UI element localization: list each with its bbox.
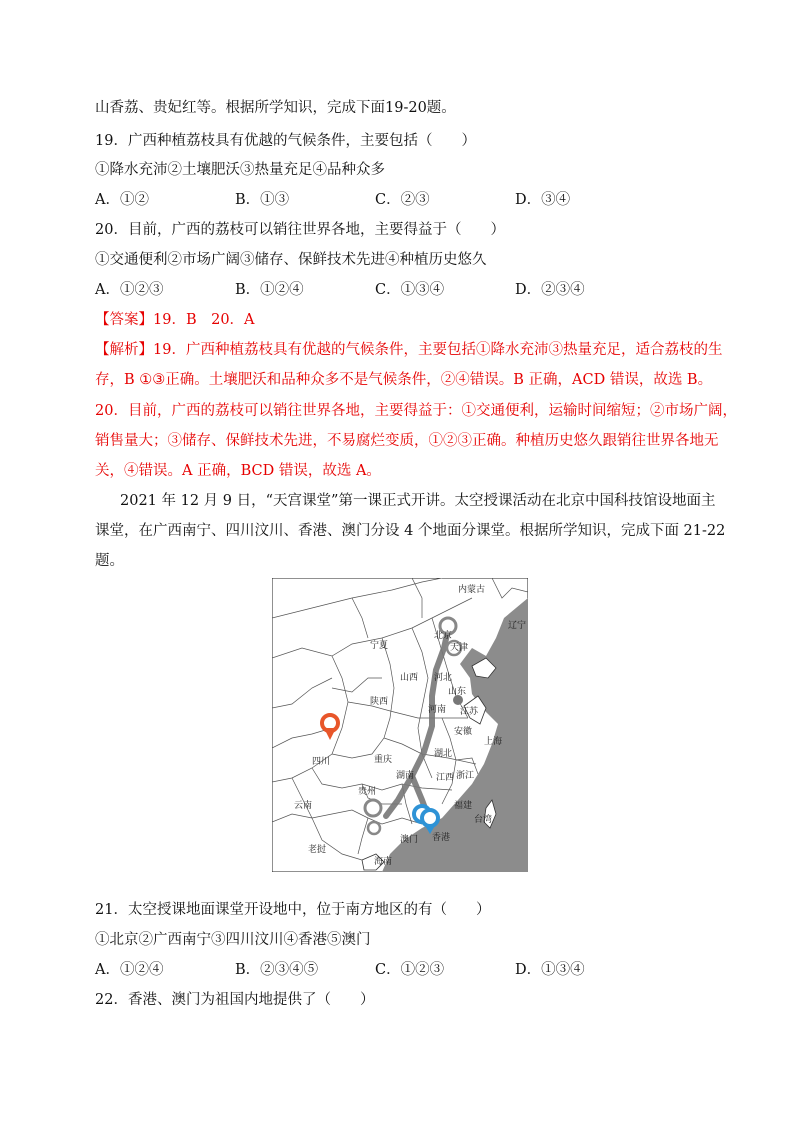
question-20-stem: 20．目前，广西的荔枝可以销往世界各地，主要得益于（ ）: [95, 222, 505, 238]
map-label: 宁夏: [370, 641, 389, 651]
question-22-stem: 22．香港、澳门为祖国内地提供了（ ）: [95, 992, 375, 1008]
option-a: A．①②④: [95, 962, 164, 978]
map-label: 湖南: [396, 771, 415, 781]
analysis-line: 20．目前，广西的荔枝可以销往世界各地，主要得益于：①交通便利，运输时间缩短；②市场广阔，: [95, 403, 737, 419]
analysis-line: 存，B ①③正确。土壤肥沃和品种众多不是气候条件，②④错误。B 正确，ACD 错误，故选 B。: [95, 372, 713, 388]
map-label: 浙江: [456, 771, 475, 781]
option-d: D．②③④: [515, 282, 585, 298]
map-label: 贵州: [358, 787, 377, 797]
option-a: A．①②: [95, 192, 149, 208]
map-label: 陕西: [370, 697, 389, 707]
option-a: A．①②③: [95, 282, 164, 298]
map-label: 山西: [400, 673, 419, 683]
map-label: 澳门: [400, 835, 419, 845]
map-label: 辽宁: [508, 621, 527, 631]
option-b: B．①②④: [235, 282, 304, 298]
option-c: C．②③: [375, 192, 430, 208]
question-19-stem: 19．广西种植荔枝具有优越的气候条件，主要包括（ ）: [95, 133, 476, 149]
question-19-items: ①降水充沛②土壤肥沃③热量充足④品种众多: [95, 162, 385, 178]
question-21-items: ①北京②广西南宁③四川汶川④香港⑤澳门: [95, 932, 371, 948]
map-label: 福建: [454, 801, 473, 811]
text-line: 山香荔、贵妃红等。根据所学知识，完成下面19-20题。: [95, 100, 456, 116]
option-b: B．①③: [235, 192, 290, 208]
map-label: 天津: [450, 643, 469, 653]
analysis-line: 【解析】19．广西种植荔枝具有优越的气候条件，主要包括①降水充沛③热量充足，适合荔枝的生: [95, 342, 723, 358]
option-c: C．①②③: [375, 962, 445, 978]
map-label: 四川: [312, 757, 331, 767]
map-label: 北京: [434, 631, 453, 641]
question-21-stem: 21．太空授课地面课堂开设地中，位于南方地区的有（ ）: [95, 902, 491, 918]
option-d: D．③④: [515, 192, 571, 208]
passage-line: 课堂，在广西南宁、四川汶川、香港、澳门分设 4 个地面分课堂。根据所学知识，完成下面 21-22: [95, 523, 726, 539]
passage-line: 2021 年 12 月 9 日，“天宫课堂”第一课正式开讲。太空授课活动在北京中国科技馆设地面主: [120, 493, 716, 509]
map-label: 湖北: [434, 749, 453, 759]
map-label: 香港: [432, 833, 451, 843]
analysis-line: 销售量大；③储存、保鲜技术先进，不易腐烂变质，①②③正确。种植历史悠久跟销往世界各地无: [95, 433, 719, 449]
map-label: 江苏: [460, 707, 479, 717]
passage-line: 题。: [95, 553, 124, 569]
map-label: 老挝: [308, 845, 327, 855]
map-label: 内蒙古: [458, 585, 486, 595]
china-map: [272, 578, 528, 872]
analysis-line: 关，④错误。A 正确，BCD 错误，故选 A。: [95, 463, 381, 479]
map-label: 海南: [374, 857, 393, 867]
map-label: 江西: [436, 773, 455, 783]
map-label: 台湾: [474, 815, 493, 825]
answer-line: 【答案】19．B 20．A: [95, 312, 255, 328]
map-label: 上海: [484, 737, 503, 747]
map-label: 重庆: [374, 755, 393, 765]
question-20-items: ①交通便利②市场广阔③储存、保鲜技术先进④种植历史悠久: [95, 252, 487, 268]
map-label: 河北: [434, 673, 453, 683]
map-label: 安徽: [454, 727, 473, 737]
option-d: D．①③④: [515, 962, 585, 978]
option-b: B．②③④⑤: [235, 962, 319, 978]
map-label: 云南: [294, 801, 313, 811]
map-label: 山东: [448, 687, 467, 697]
map-label: 河南: [428, 705, 447, 715]
option-c: C．①③④: [375, 282, 445, 298]
